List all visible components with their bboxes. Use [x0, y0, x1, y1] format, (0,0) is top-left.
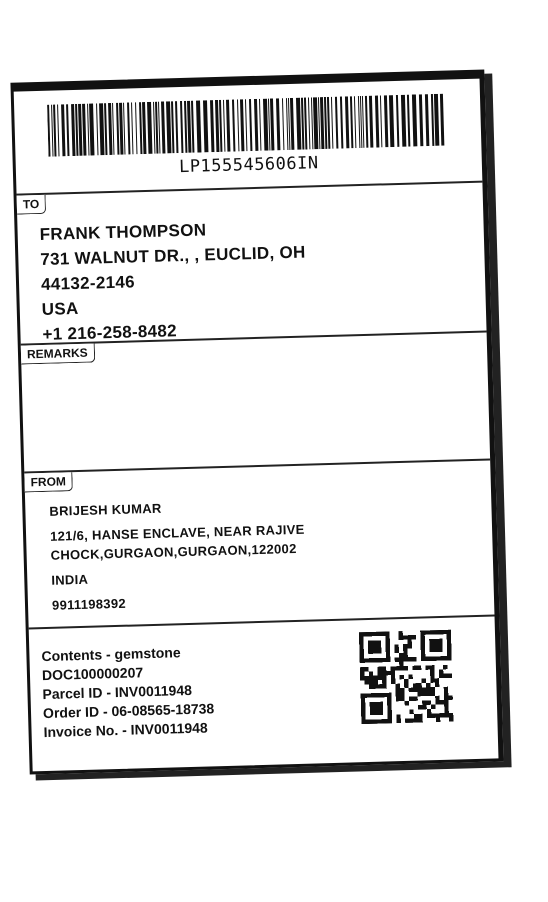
tracking-number: LP155545606IN — [178, 153, 319, 178]
doc-number: DOC100000207 — [41, 664, 144, 684]
from-tab: FROM — [24, 472, 73, 492]
qr-code — [357, 630, 456, 725]
recipient-name: FRANK THOMPSON — [39, 220, 207, 244]
sender-phone: 9911198392 — [51, 595, 127, 613]
barcode — [47, 94, 448, 157]
to-tab: TO — [17, 195, 47, 215]
recipient-country: USA — [41, 298, 79, 319]
sender-address-line1: 121/6, HANSE ENCLAVE, NEAR RAJIVE — [49, 521, 305, 544]
sender-name: BRIJESH KUMAR — [49, 500, 162, 519]
to-section — [17, 183, 487, 346]
remarks-section — [21, 333, 490, 474]
recipient-phone: +1 216-258-8482 — [42, 321, 178, 344]
invoice-number: Invoice No. - INV0011948 — [43, 719, 208, 741]
recipient-address — [17, 202, 487, 348]
shipment-info-section — [29, 616, 499, 769]
contents-line: Contents - gemstone — [41, 644, 181, 665]
sender-address-line2: CHOCK,GURGAON,GURGAON,122002 — [50, 540, 297, 563]
order-id: Order ID - 06-08565-18738 — [42, 700, 215, 722]
recipient-street: 731 WALNUT DR., , EUCLID, OH — [40, 242, 306, 269]
recipient-zip: 44132-2146 — [40, 272, 136, 294]
remarks-tab: REMARKS — [21, 344, 95, 365]
barcode-section — [14, 79, 483, 196]
shipping-label — [10, 70, 503, 775]
from-section — [24, 461, 494, 630]
sender-address — [25, 479, 494, 615]
parcel-id: Parcel ID - INV0011948 — [42, 681, 193, 703]
sender-country: INDIA — [51, 571, 89, 588]
